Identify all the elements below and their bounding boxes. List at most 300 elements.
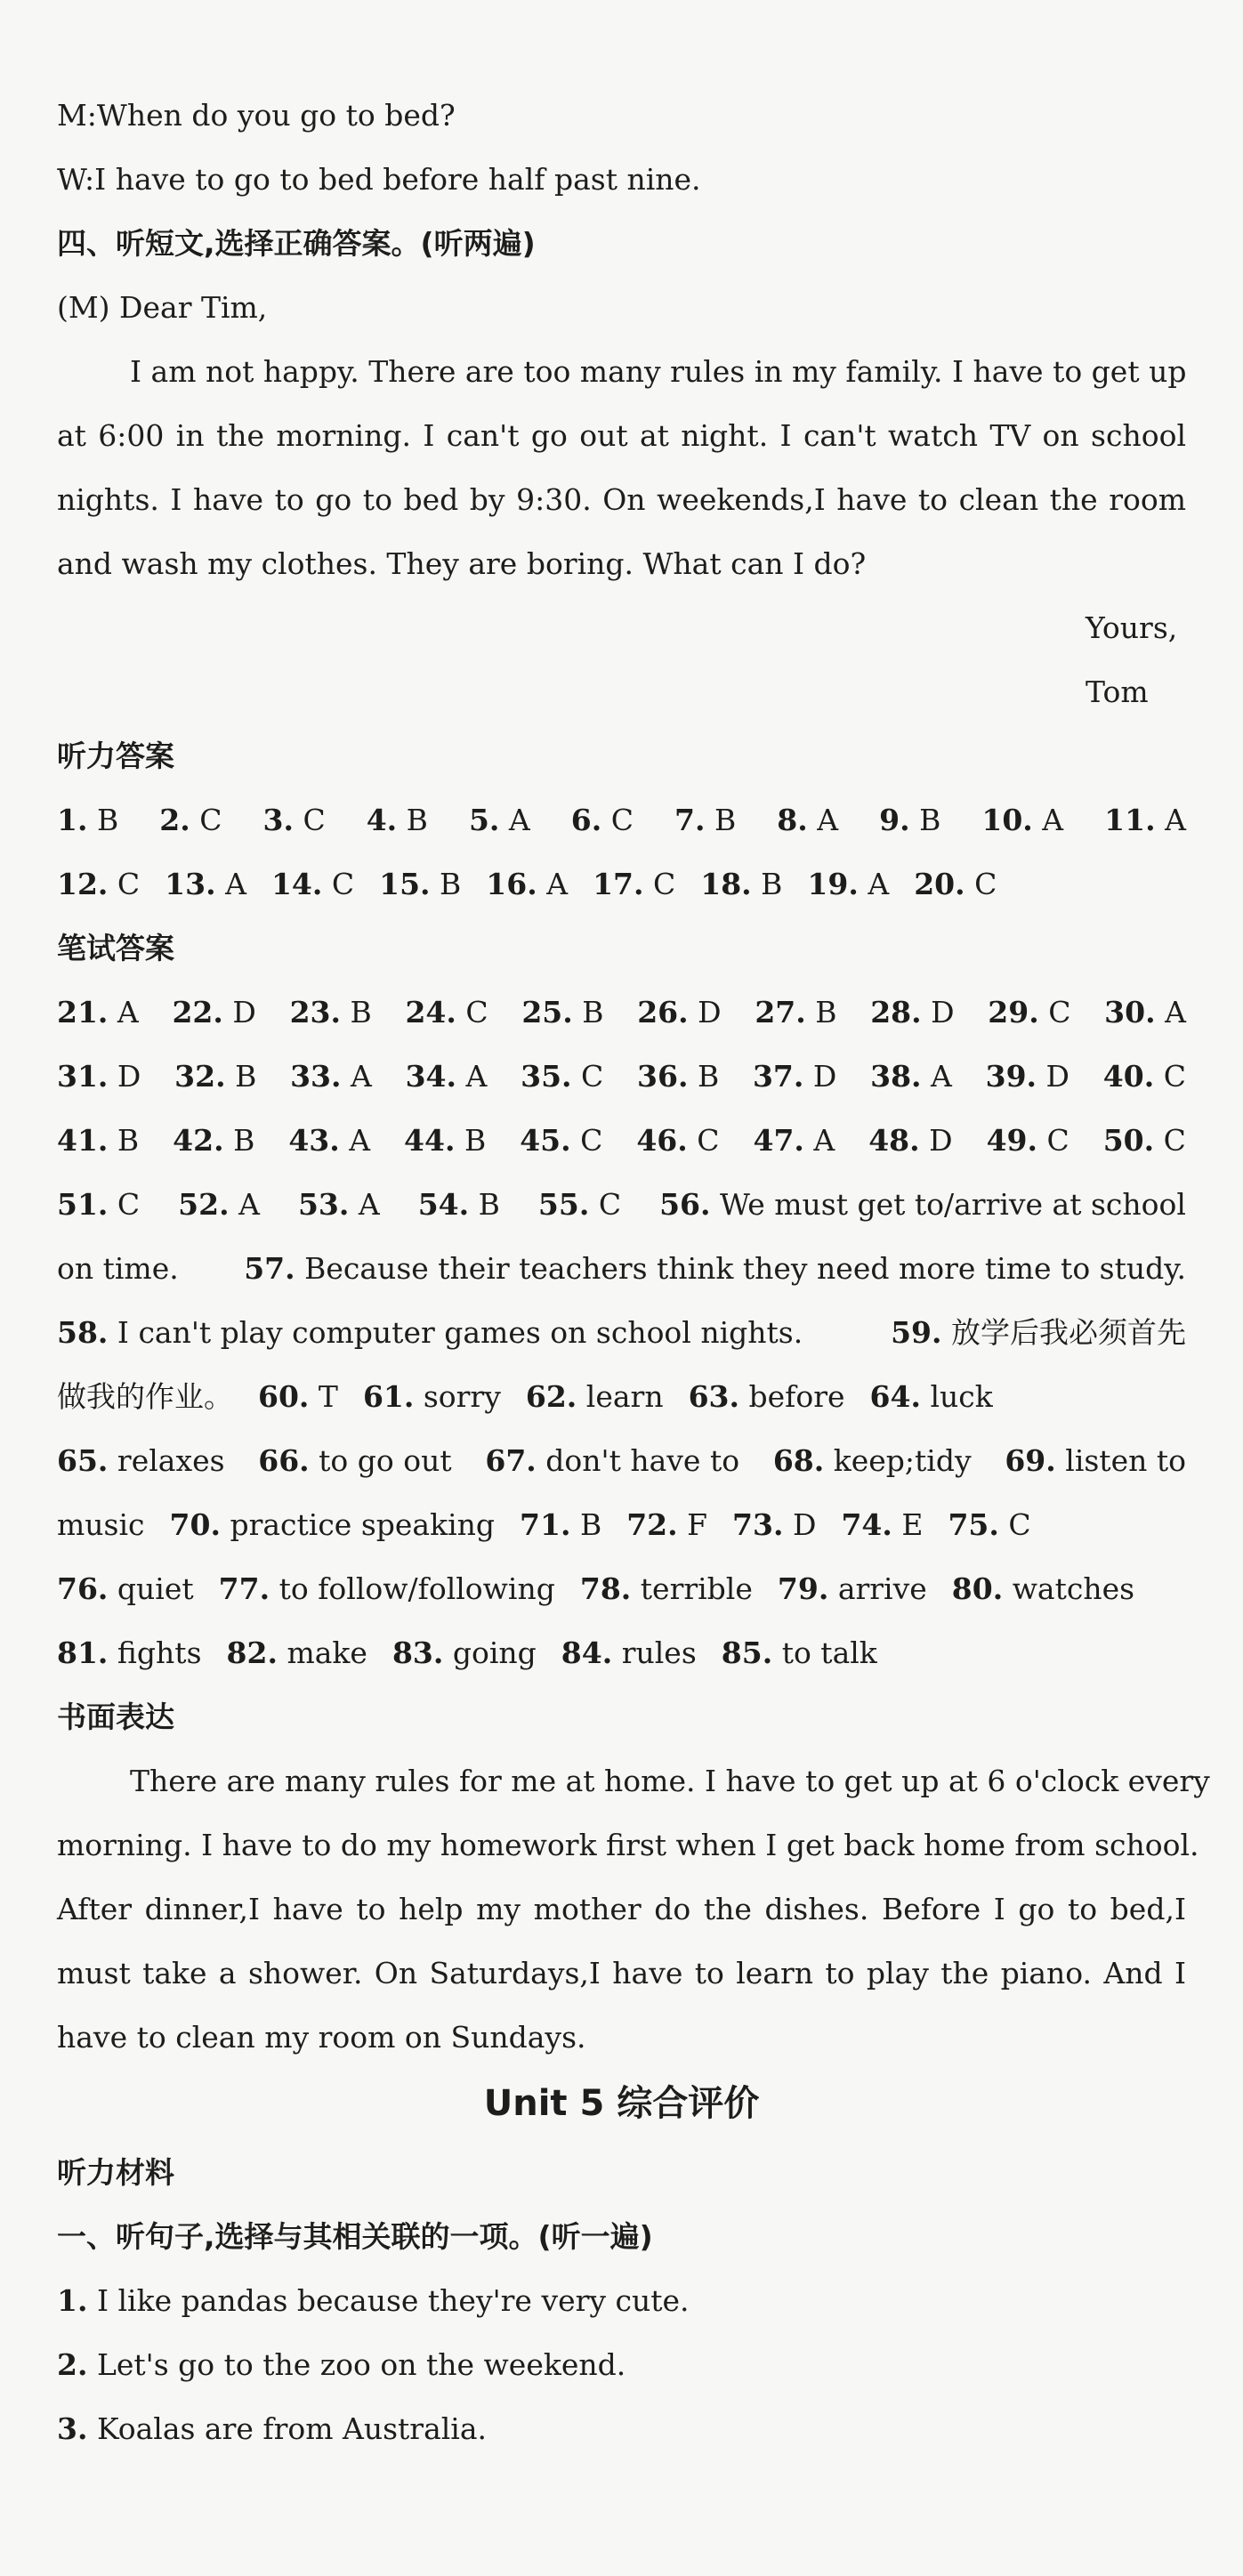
answer-value: We must get to/arrive at school <box>719 1187 1186 1222</box>
answer-value: D <box>117 1059 141 1094</box>
answer-value: A <box>358 1187 380 1222</box>
written-answers-row <box>57 1570 1186 1609</box>
answer-item <box>626 1506 707 1545</box>
answer-value: watches <box>1012 1571 1135 1606</box>
unit5-sentence <box>57 2410 1186 2449</box>
answer-value: C <box>1046 1123 1069 1158</box>
question-number: 71. <box>520 1507 571 1542</box>
written-answers-row <box>57 1506 1186 1545</box>
question-number: 76. <box>57 1571 109 1606</box>
question-number: 14. <box>270 867 323 901</box>
answer-value: A <box>817 803 839 837</box>
answer-value: B <box>478 1187 500 1222</box>
answer-value: B <box>235 1059 257 1094</box>
answer-value: A <box>1165 803 1186 837</box>
answer-value: E <box>901 1507 924 1542</box>
answer-value: A <box>349 1123 371 1158</box>
written-answers-row <box>57 1249 1186 1288</box>
answer-value: F <box>687 1507 708 1542</box>
letter-line: and wash my clothes. They are boring. What can I do? <box>57 546 867 581</box>
sentence-number: 3. <box>57 2411 88 2446</box>
answer-item <box>689 1377 845 1417</box>
written-answers-heading: 笔试答案 <box>57 931 174 965</box>
answer-item <box>637 1057 719 1096</box>
answer-item <box>732 1506 816 1545</box>
question-number: 38. <box>870 1059 922 1094</box>
answer-value: to follow/following <box>278 1571 555 1606</box>
answer-value: relaxes <box>117 1443 225 1478</box>
answer-item <box>57 1249 179 1288</box>
answer-item <box>986 1057 1069 1096</box>
question-number: 35. <box>521 1059 572 1094</box>
answer-value: A <box>117 995 139 1030</box>
answer-value: C <box>465 995 488 1030</box>
answer-item <box>227 1634 367 1673</box>
written-answers-row <box>57 1313 1186 1353</box>
question-number: 60. <box>258 1379 310 1414</box>
answer-item <box>580 1570 753 1609</box>
answer-value: B <box>350 995 372 1030</box>
answer-value: to go out <box>319 1443 452 1478</box>
question-number: 62. <box>525 1379 577 1414</box>
answer-value: C <box>652 867 676 901</box>
question-number: 81. <box>57 1635 109 1670</box>
answer-value: C <box>303 803 326 837</box>
answer-value: B <box>406 803 428 837</box>
answer-value: C <box>598 1187 622 1222</box>
question-number: 52. <box>178 1187 230 1222</box>
question-number: 77. <box>218 1571 270 1606</box>
question-number: 17. <box>593 867 644 901</box>
answer-value: B <box>697 1059 720 1094</box>
answer-item <box>57 1570 194 1609</box>
answer-value: D <box>1045 1059 1070 1094</box>
unit5-section1-heading: 一、听句子,选择与其相关联的一项。(听一遍) <box>57 2219 653 2254</box>
answer-item <box>290 1057 372 1096</box>
question-number: 75. <box>948 1507 999 1542</box>
answer-value: I can't play computer games on school nights. <box>117 1315 803 1350</box>
dialog-m-line: M:When do you go to bed? <box>57 98 456 133</box>
unit5-materials-heading: 听力材料 <box>57 2155 174 2190</box>
question-number: 28. <box>870 995 922 1030</box>
question-number: 11. <box>1104 803 1156 837</box>
answer-item <box>57 1313 803 1353</box>
written-answers-row <box>57 1057 1186 1096</box>
question-number: 2. <box>159 803 190 837</box>
question-number: 1. <box>57 803 88 837</box>
answer-item <box>57 865 140 904</box>
answer-value: D <box>931 995 955 1030</box>
letter-line: at 6:00 in the morning. I can't go out at night. I can't watch TV on school <box>57 418 1186 453</box>
question-number: 12. <box>57 867 109 901</box>
answer-value: B <box>714 803 737 837</box>
answer-value: make <box>287 1635 367 1670</box>
answer-item <box>868 1121 952 1160</box>
question-number: 84. <box>561 1635 613 1670</box>
answer-item <box>290 993 372 1032</box>
answer-item <box>57 801 118 840</box>
question-number: 4. <box>366 803 398 837</box>
answer-value: C <box>697 1123 720 1158</box>
answer-item <box>521 1057 603 1096</box>
answer-value: practice speaking <box>230 1507 496 1542</box>
question-number: 24. <box>405 995 456 1030</box>
answer-item <box>367 801 428 840</box>
answer-item <box>363 1377 501 1417</box>
answer-item <box>57 1377 233 1417</box>
answer-value: B <box>919 803 941 837</box>
question-number: 83. <box>391 1635 444 1670</box>
answer-item <box>891 1313 1186 1353</box>
answer-item <box>1103 1121 1186 1160</box>
question-number: 9. <box>879 803 910 837</box>
answer-item <box>526 1377 664 1417</box>
answer-item <box>57 1057 141 1096</box>
answer-value: luck <box>930 1379 993 1414</box>
question-number: 16. <box>486 867 537 901</box>
answer-item <box>1104 801 1186 840</box>
answer-item <box>418 1185 500 1224</box>
answer-item <box>165 865 246 904</box>
question-number: 39. <box>985 1059 1037 1094</box>
question-number: 25. <box>521 995 573 1030</box>
question-number: 18. <box>700 867 752 901</box>
question-number: 30. <box>1104 995 1156 1030</box>
question-number: 32. <box>174 1059 226 1094</box>
answer-item <box>1103 1057 1186 1096</box>
answer-value: B <box>464 1123 487 1158</box>
letter-signature: Tom <box>1086 674 1149 709</box>
sentence-number: 2. <box>57 2347 88 2382</box>
question-number: 79. <box>777 1571 829 1606</box>
answer-value: C <box>610 803 634 837</box>
question-number: 36. <box>637 1059 689 1094</box>
answer-value: rules <box>621 1635 697 1670</box>
answer-value: 放学后我必须首先 <box>951 1315 1186 1350</box>
question-number: 48. <box>868 1123 920 1158</box>
written-answers-row <box>57 1377 1186 1417</box>
answer-item <box>379 865 461 904</box>
answer-value: C <box>117 867 141 901</box>
answer-value: C <box>1163 1123 1186 1158</box>
writing-heading: 书面表达 <box>57 1700 174 1734</box>
question-number: 10. <box>981 803 1033 837</box>
letter-line: I am not happy. There are too many rules in my family. I have to get up <box>130 354 1187 389</box>
answer-value: A <box>546 867 569 901</box>
answer-value: going <box>452 1635 537 1670</box>
answer-item <box>404 1121 486 1160</box>
answer-item <box>170 1506 496 1545</box>
question-number: 46. <box>636 1123 688 1158</box>
answer-value: A <box>238 1187 260 1222</box>
answer-item <box>174 1057 256 1096</box>
question-number: 40. <box>1102 1059 1155 1094</box>
letter-closing: Yours, <box>1086 610 1178 645</box>
answer-item <box>870 993 954 1032</box>
answer-item <box>172 993 255 1032</box>
question-number: 49. <box>986 1123 1037 1158</box>
answer-value: D <box>929 1123 953 1158</box>
answer-item <box>777 801 838 840</box>
answer-value: D <box>812 1059 837 1094</box>
answer-value: B <box>579 1507 602 1542</box>
answer-item <box>392 1634 537 1673</box>
writing-line: have to clean my room on Sundays. <box>57 2020 586 2055</box>
answer-value: arrive <box>837 1571 927 1606</box>
answer-item <box>571 801 634 840</box>
answer-value: fights <box>117 1635 202 1670</box>
answer-value: C <box>581 1059 604 1094</box>
question-number: 59. <box>891 1315 942 1350</box>
answer-item <box>637 993 721 1032</box>
answer-value: to talk <box>781 1635 877 1670</box>
answer-item <box>520 1121 602 1160</box>
answer-value: B <box>815 995 837 1030</box>
answer-item <box>561 1634 697 1673</box>
question-number: 34. <box>405 1059 457 1094</box>
answer-item <box>879 801 940 840</box>
answer-item <box>987 1121 1069 1160</box>
answer-value: quiet <box>117 1571 194 1606</box>
answer-value: A <box>465 1059 488 1094</box>
answer-value: C <box>1163 1059 1186 1094</box>
question-number: 43. <box>288 1123 340 1158</box>
unit5-title: Unit 5 综合评价 <box>483 2083 760 2124</box>
question-number: 72. <box>626 1507 678 1542</box>
answer-value: A <box>931 1059 952 1094</box>
answer-item <box>258 1441 451 1481</box>
answer-value: A <box>1042 803 1064 837</box>
question-number: 42. <box>173 1123 224 1158</box>
answer-item <box>288 1121 370 1160</box>
question-number: 64. <box>869 1379 921 1414</box>
section4-heading: 四、听短文,选择正确答案。(听两遍) <box>57 226 536 261</box>
answer-item <box>485 1441 739 1481</box>
answer-item <box>57 1121 139 1160</box>
answer-item <box>298 1185 380 1224</box>
question-number: 68. <box>772 1443 825 1478</box>
answer-item <box>753 1121 835 1160</box>
answer-item <box>159 801 222 840</box>
question-number: 15. <box>379 867 431 901</box>
answer-item <box>593 865 675 904</box>
question-number: 50. <box>1102 1123 1155 1158</box>
answer-item <box>405 993 488 1032</box>
answer-value: C <box>1048 995 1071 1030</box>
question-number: 51. <box>57 1187 109 1222</box>
answer-value: listen to <box>1065 1443 1186 1478</box>
question-number: 85. <box>721 1635 773 1670</box>
answer-item <box>778 1570 927 1609</box>
answer-value: A <box>813 1123 835 1158</box>
answer-value: A <box>1165 995 1186 1030</box>
answer-item <box>57 993 139 1032</box>
question-number: 78. <box>579 1571 632 1606</box>
sentence-number: 1. <box>57 2283 88 2318</box>
question-number: 31. <box>57 1059 109 1094</box>
answer-item <box>520 1506 601 1545</box>
sentence-text: Koalas are from Australia. <box>96 2411 488 2446</box>
listening-answers-row <box>57 801 1186 840</box>
question-number: 63. <box>688 1379 739 1414</box>
answer-value: C <box>974 867 997 901</box>
question-number: 61. <box>362 1379 415 1414</box>
written-answers-row <box>57 993 1186 1032</box>
letter-greeting: (M) Dear Tim, <box>57 290 268 325</box>
question-number: 29. <box>988 995 1039 1030</box>
answer-value: D <box>232 995 256 1030</box>
question-number: 7. <box>674 803 706 837</box>
answer-item <box>948 1506 1030 1545</box>
answer-value: C <box>331 867 355 901</box>
answer-item <box>244 1249 1186 1288</box>
answer-item <box>841 1506 923 1545</box>
sentence-text: I like pandas because they're very cute. <box>96 2283 690 2318</box>
answer-item <box>1104 993 1186 1032</box>
answer-item <box>952 1570 1134 1609</box>
answer-item <box>219 1570 555 1609</box>
written-answers-row <box>57 1121 1186 1160</box>
question-number: 70. <box>169 1507 221 1542</box>
answer-item <box>486 865 568 904</box>
question-number: 6. <box>570 803 602 837</box>
answer-item <box>521 993 603 1032</box>
answer-item <box>636 1121 719 1160</box>
question-number: 73. <box>732 1507 784 1542</box>
question-number: 3. <box>262 803 294 837</box>
answer-item <box>538 1185 621 1224</box>
answer-item <box>57 1441 225 1481</box>
question-number: 67. <box>485 1443 537 1478</box>
answer-item <box>807 865 889 904</box>
answer-value: 做我的作业。 <box>57 1379 233 1414</box>
question-number: 82. <box>226 1635 278 1670</box>
question-number: 66. <box>258 1443 310 1478</box>
answer-value: Because their teachers think they need more time to study. <box>304 1251 1186 1286</box>
answer-item <box>700 865 782 904</box>
answer-item <box>57 1185 140 1224</box>
answer-value: B <box>96 803 119 837</box>
question-number: 65. <box>57 1443 109 1478</box>
question-number: 80. <box>951 1571 1004 1606</box>
question-number: 69. <box>1005 1443 1056 1478</box>
answer-item <box>57 1634 202 1673</box>
answer-item <box>271 865 354 904</box>
answer-item <box>262 801 325 840</box>
answer-item <box>981 801 1063 840</box>
question-number: 8. <box>777 803 808 837</box>
listening-answers-row <box>57 865 1186 904</box>
answer-value: T <box>318 1379 338 1414</box>
answer-value: A <box>868 867 890 901</box>
question-number: 74. <box>841 1507 892 1542</box>
answer-item <box>469 801 530 840</box>
question-number: 45. <box>520 1123 571 1158</box>
question-number: 26. <box>637 995 689 1030</box>
sentence-text: Let's go to the zoo on the weekend. <box>96 2347 626 2382</box>
answer-item <box>753 1057 836 1096</box>
written-answers-row <box>57 1441 1186 1481</box>
question-number: 22. <box>172 995 223 1030</box>
question-number: 27. <box>755 995 806 1030</box>
listening-answers-heading: 听力答案 <box>57 739 174 773</box>
answer-value: B <box>761 867 783 901</box>
answer-value: C <box>199 803 222 837</box>
question-number: 5. <box>468 803 500 837</box>
question-number: 20. <box>914 867 965 901</box>
answer-value: C <box>1008 1507 1031 1542</box>
answer-item <box>674 801 736 840</box>
answer-value: on time. <box>57 1251 179 1286</box>
answer-item <box>659 1185 1186 1224</box>
answer-value: A <box>351 1059 372 1094</box>
answer-item <box>870 1377 993 1417</box>
question-number: 55. <box>537 1187 590 1222</box>
answer-value: D <box>792 1507 817 1542</box>
writing-line: There are many rules for me at home. I have to get up at 6 o'clock every <box>130 1764 1210 1798</box>
writing-line: must take a shower. On Saturdays,I have to learn to play the piano. And I <box>57 1956 1186 1991</box>
question-number: 37. <box>752 1059 804 1094</box>
question-number: 58. <box>57 1315 109 1350</box>
answer-value: B <box>117 1123 140 1158</box>
answer-item <box>406 1057 488 1096</box>
answer-value: A <box>508 803 530 837</box>
answer-item <box>722 1634 877 1673</box>
answer-item <box>914 865 997 904</box>
question-number: 54. <box>417 1187 470 1222</box>
answer-value: D <box>698 995 722 1030</box>
answer-item <box>773 1441 972 1481</box>
writing-line: After dinner,I have to help my mother do the dishes. Before I go to bed,I <box>57 1892 1186 1926</box>
question-number: 33. <box>290 1059 342 1094</box>
answer-item <box>173 1121 254 1160</box>
question-number: 21. <box>57 995 109 1030</box>
answer-value: C <box>117 1187 141 1222</box>
question-number: 41. <box>57 1123 109 1158</box>
answer-item <box>870 1057 952 1096</box>
question-number: 53. <box>297 1187 350 1222</box>
answer-value: before <box>748 1379 845 1414</box>
answer-value: B <box>582 995 604 1030</box>
answer-value: don't have to <box>545 1443 740 1478</box>
answer-item <box>988 993 1070 1032</box>
answer-item <box>258 1377 338 1417</box>
letter-line: nights. I have to go to bed by 9:30. On weekends,I have to clean the room <box>57 482 1186 517</box>
answer-item <box>178 1185 260 1224</box>
question-number: 57. <box>244 1251 295 1286</box>
answer-value: C <box>580 1123 603 1158</box>
answer-value: terrible <box>640 1571 753 1606</box>
question-number: 23. <box>289 995 341 1030</box>
writing-line: morning. I have to do my homework first when I get back home from school. <box>57 1828 1199 1862</box>
question-number: 47. <box>753 1123 804 1158</box>
answer-value: music <box>57 1507 145 1542</box>
written-answers-row <box>57 1634 1186 1673</box>
question-number: 19. <box>807 867 859 901</box>
answer-item <box>755 993 836 1032</box>
answer-value: B <box>440 867 462 901</box>
written-answers-row <box>57 1185 1186 1224</box>
question-number: 44. <box>404 1123 456 1158</box>
answer-value: B <box>233 1123 255 1158</box>
answer-item <box>1005 1441 1186 1481</box>
answer-value: learn <box>585 1379 664 1414</box>
unit5-sentence <box>57 2281 1186 2321</box>
dialog-w-line: W:I have to go to bed before half past nine. <box>57 162 701 197</box>
question-number: 13. <box>165 867 216 901</box>
answer-item <box>57 1506 145 1545</box>
answer-value: A <box>225 867 246 901</box>
